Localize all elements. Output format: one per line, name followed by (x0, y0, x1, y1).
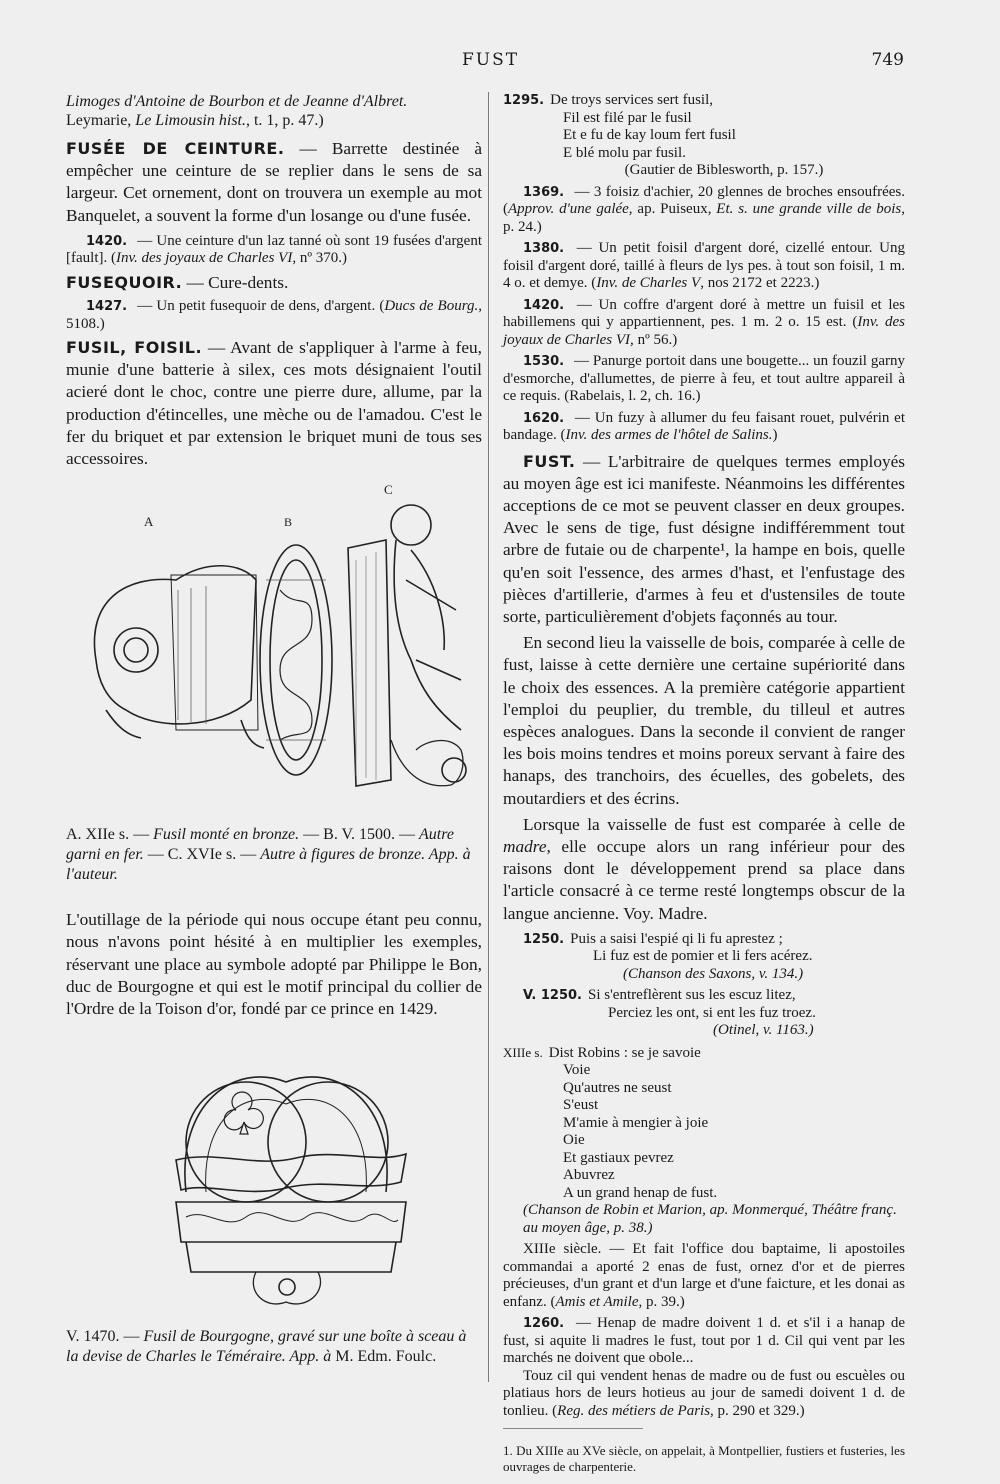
quote-text: — Un petit fusequoir de dens, d'argent. ( (133, 298, 385, 315)
quote-year: 1420. (86, 233, 128, 249)
quote-year: 1427. (86, 299, 128, 315)
headword-fust: FUST. (523, 451, 576, 471)
entry-fusequoir-body: — Cure-dents. (182, 272, 289, 292)
verse-line: Qu'autres ne seust (563, 1079, 672, 1096)
entry-fusee-body: — Barrette destinée à empêcher une ceinture de se replier dans le sens de sa largeur. Cet ornement, dont on trouvera un exemple au mot Banquelet, a souvent la forme d'un losange ou d'une fusée. (66, 139, 482, 225)
quote-source: Et. s. une grande ville de bois (716, 201, 902, 217)
left-column (66, 92, 482, 1367)
quote-year: 1620. (523, 410, 565, 426)
quote-v1250 (503, 987, 905, 1040)
label-a: A (144, 514, 154, 530)
column-rule (488, 92, 489, 1382)
quote-1427 (66, 298, 482, 333)
quote-text: ap. Puiseux, (632, 201, 717, 217)
entry-fust-body: — L'arbitraire de quelques termes employés au moyen âge est ici manifeste. Néanmoins les différentes acceptions de ce mot se peuvent classer en deux groupes. Avec le sens de tige, fust désigne indifféremment tout arbre de futaie ou de charpente¹, la hampe en bois, quelle qu'en soit l'essence, des armes d'hast, et l'enfustage des pièces d'artillerie, d'armes à feu et d'ustensiles de toute sorte, particulièrement d'objets façonnés au tour. (503, 451, 905, 626)
verse-line: Si s'entreflèrent sus les escuz litez, (587, 987, 796, 1004)
figure-fire-steels (66, 480, 482, 885)
quote-source: Ducs de Bourg. (384, 298, 479, 315)
quote-year: 1530. (523, 354, 565, 369)
quote-text-end: nº 370.) (296, 250, 347, 267)
verse-line: E blé molu par fusil. (563, 144, 686, 161)
verse-line: Dist Robins : se je savoie (548, 1044, 701, 1061)
caption-part: Autre à figures de bronze. App. à l'auteur. (66, 846, 471, 884)
quote-source: Amis et Amile (555, 1293, 639, 1310)
verse-line: A un grand henap de fust. (563, 1184, 718, 1201)
fire-steel-c (348, 505, 466, 786)
quote-1260 (503, 1315, 905, 1420)
quote-text: — Panurge portoit dans une bougette... un fouzil garny d'esmorche, d'allumettes, de pierre à feu, et tout aultre appareil à ce requis. (Rabelais, l. 2, ch. 16.) (503, 353, 905, 404)
verse-line: Puis a saisi l'espié qi li fu aprestez ; (570, 930, 783, 947)
verse-line: Et gastiaux pevrez (563, 1149, 674, 1166)
quote-source: Inv. des joyaux de Charles VI, (503, 314, 905, 348)
quote-year: 1380. (523, 241, 565, 256)
quote-source: Reg. des métiers de Paris (557, 1402, 711, 1419)
figure-burgundy-steel (66, 1042, 482, 1367)
figure-2-caption (66, 1327, 482, 1367)
page-number: 749 (871, 50, 904, 70)
quote-text: — Et fait l'office dou baptaime, li apostoiles commandai a aporté 2 enas de fust, ornez d'or et de pierres précieuses, d'un grant et d'un large et d'une faicture, et les donai as enfanz. ( (503, 1241, 905, 1310)
quote-text-end: ) (772, 427, 778, 443)
quote-text-end: , p. 39.) (638, 1293, 685, 1310)
quote-year: V. 1250. (523, 988, 582, 1004)
caption-part: M. Edm. Foulc. (331, 1348, 437, 1366)
quote-year: 1369. (523, 184, 565, 200)
verse-line: Li fuz est de pomier et li fers acérez. (593, 948, 813, 965)
quote-year: XIIIe siècle. (523, 1241, 602, 1258)
paragraph-text: Lorsque la vaisselle de fust est comparée à celle de (523, 814, 905, 834)
quote-1420-right (503, 297, 905, 350)
headword-fusil: FUSIL, FOISIL. (66, 338, 203, 358)
quote-text: — 3 foisiz d'achier, 20 glennes de broches ensoufrées. ( (503, 183, 905, 217)
quote-source: (Chanson des Saxons, v. 134.) (623, 965, 804, 982)
quote-source: Inv. des joyaux de Charles VI, (115, 250, 297, 267)
quote-text: — Un petit foisil d'argent doré, cizellé entour. Ung foisil d'argent doré, taillé à fleurs de lys pes. à tout son foisil, 1 m. 4 o. et demye. ( (503, 240, 905, 291)
caption-part: A. XIIe s. — (66, 826, 154, 844)
verse-line: Voie (563, 1062, 591, 1079)
quote-text-end: , nos 2172 et 2223.) (700, 275, 820, 291)
quote-text-end: , p. 290 et 329.) (710, 1402, 805, 1419)
label-b: B (284, 515, 293, 530)
quote-1380 (503, 240, 905, 293)
quote-xiii-amis (503, 1241, 905, 1311)
verse-line: Abuvrez (563, 1167, 615, 1184)
quote-1530 (503, 353, 905, 406)
quote-text-end: , p. 24.) (503, 201, 905, 235)
verse-line: Oie (563, 1132, 585, 1149)
intro-text-c: Le Limousin hist. (135, 112, 246, 129)
fire-steels-illustration (66, 480, 482, 810)
verse-line: De troys services sert fusil, (550, 92, 714, 108)
quote-1295 (503, 92, 905, 180)
quote-1250 (503, 931, 905, 984)
quote-source: (Chanson de Robin et Marion, ap. Monmerqué, Théâtre franç. au moyen âge, p. 38.) (523, 1202, 897, 1236)
quote-text-end: nº 56.) (633, 331, 678, 348)
quote-text: Touz cil qui vendent henas de madre ou de fust ou escuèles ou platiaus hors de leurs hotieus au jour de samedi doivent 1 d. de tonlieu. ( (503, 1367, 905, 1419)
entry-fusil (66, 337, 482, 470)
figure-caption (66, 825, 482, 885)
intro-text-b: Leymarie, (66, 112, 136, 129)
entry-fust-paragraph-3 (503, 814, 905, 925)
verse-line: M'amie à mengier à joie (563, 1114, 709, 1131)
paragraph-text: madre (503, 836, 547, 856)
caption-part: — C. XVIe s. — (143, 846, 261, 864)
footnote-rule (503, 1428, 643, 1429)
quote-source: (Gautier de Biblesworth, p. 157.) (624, 162, 824, 178)
entry-fusequoir (66, 272, 482, 294)
headword-fusequoir: FUSEQUOIR. (66, 272, 183, 292)
quote-1620 (503, 410, 905, 445)
right-column (503, 92, 905, 1479)
intro-text-d: , t. 1, p. 47.) (245, 112, 324, 129)
label-c: C (384, 482, 393, 498)
headword-fusee: FUSÉE DE CEINTURE. (66, 139, 285, 158)
quote-source: Approv. d'une galée, (508, 201, 633, 217)
quote-year: 1420. (523, 297, 565, 313)
quote-text: — Henap de madre doivent 1 d. et s'il i a hanap de fust, si aquite li madres le fust, tout por 1 d. Cil qui vent par les marchés ne doivent que obole... (503, 1315, 905, 1367)
quote-year: 1295. (503, 93, 545, 108)
quote-source: (Otinel, v. 1163.) (713, 1022, 814, 1039)
quote-year: 1250. (523, 931, 565, 947)
caption-part: Fusil monté en bronze. (153, 826, 300, 844)
entry-fust (503, 451, 905, 629)
caption-part: — B. V. 1500. — (299, 826, 420, 844)
intro-paragraph (66, 92, 482, 130)
entry-fusil-body: — Avant de s'appliquer à l'arme à feu, munie d'une batterie à silex, ces mots désignaient l'outil acieré dont le choc, contre une pierre dure, allume, par la production d'étincelles, une mèche ou de l'amadou. C'est le fer du briquet et par extension le briquet muni de tous ses accessoires. (66, 338, 482, 469)
quote-source: Inv. des armes de l'hôtel de Salins. (565, 427, 773, 443)
caption-part: Fusil de Bourgogne, gravé sur une boîte à sceau à la devise de Charles le Téméraire. App. à (66, 1328, 467, 1366)
verse-line: Fil est filé par le fusil (563, 109, 692, 126)
quote-text-end: , 5108.) (66, 298, 483, 332)
verse-line: Perciez les ont, si ent les fuz troez. (608, 1004, 816, 1021)
running-head: FUST (462, 50, 520, 70)
entry-fust-paragraph-2: En second lieu la vaisselle de bois, comparée à celle de fust, laisse à cette dernière une certaine supériorité dans le choix des essences. A la première catégorie appartient l'emploi du peuplier, du tremble, du tilleul et autres espèces analogues. Dans la seconde il convient de ranger les bois moins tendres et moins poreux servant à faire des hanaps, des tranchoirs, des écuelles, des gobelets, des moutardiers et des écrins. (503, 633, 905, 808)
verse-line: S'eust (563, 1097, 599, 1114)
footnote: 1. Du XIIIe au XVe siècle, on appelait, à Montpellier, fustiers et fusteries, les ouvrages de charpenterie. (503, 1443, 905, 1475)
quote-text: — Un fuzy à allumer du feu faisant rouet, pulvérin et bandage. ( (503, 409, 905, 443)
burgundy-steel-illustration (66, 1042, 482, 1312)
quote-1369 (503, 184, 905, 237)
quote-text: — Une ceinture d'un laz tanné où sont 19 fusées d'argent [fault]. ( (66, 232, 482, 267)
verse-line: Et e fu de kay loum fert fusil (563, 127, 736, 143)
quote-source: Inv. de Charles V (596, 275, 701, 291)
entry-fusee (66, 138, 482, 227)
caption-part: Autre garni en fer. (66, 826, 454, 864)
quote-text: — Un coffre d'argent doré à mettre un fuisil et les habillemens qui y appartiennent, pes. 1 m. 2 o. 15 est. ( (503, 296, 905, 330)
quote-xiii-robin (503, 1044, 905, 1238)
fire-steel-b (260, 545, 332, 775)
fire-steel-a (94, 566, 264, 748)
paragraph-text: , elle occupe alors un rang inférieur pour des raisons dont le développement prend sa place dans l'article consacré à ce terme resté longtemps obscur de la langue ancienne. Voy. Madre. (503, 836, 905, 923)
quote-year: XIIIe s. (503, 1044, 543, 1060)
intro-text-a: Limoges d'Antoine de Bourbon et de Jeanne d'Albret. (66, 93, 408, 110)
quote-1420-left (66, 233, 482, 268)
quote-year: 1260. (523, 1316, 565, 1332)
page-header (0, 50, 1000, 74)
outillage-paragraph: L'outillage de la période qui nous occupe étant peu connu, nous n'avons point hésité à en multiplier les exemples, réservant une place au symbole adopté par Philippe le Bon, duc de Bourgogne et qui est le motif principal du collier de l'Ordre de la Toison d'or, fondé par ce prince en 1429. (66, 910, 482, 1019)
caption-part: V. 1470. — (66, 1328, 144, 1346)
